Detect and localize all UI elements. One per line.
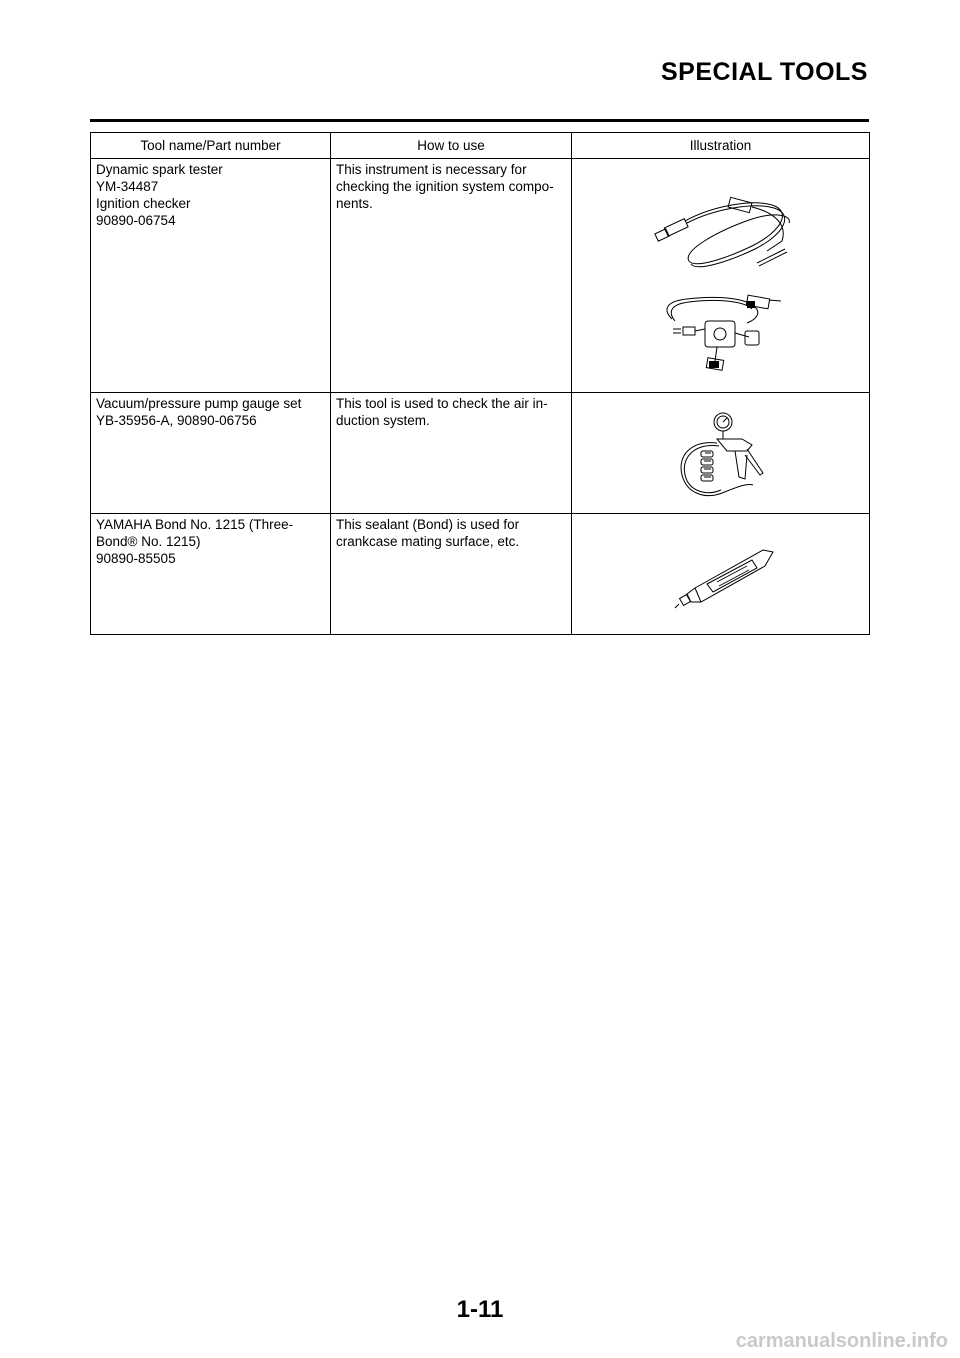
tool-name-cell <box>91 159 331 393</box>
illustration-cell <box>572 159 870 393</box>
page-number: 1-11 <box>456 1296 504 1323</box>
illustration-cell <box>572 393 870 514</box>
vacuum-pump-gauge-drawing <box>577 395 873 511</box>
watermark: carmanualsonline.info <box>735 1330 948 1352</box>
spark-tester-and-ignition-checker-drawing <box>577 161 873 390</box>
tool-name: Vacuum/pressure pump gauge set <box>96 396 302 411</box>
table-row <box>91 393 870 514</box>
tool-name: Ignition checker <box>96 196 191 211</box>
part-number: 90890-06754 <box>96 213 176 228</box>
usage-text: This sealant (Bond) is used for <box>336 517 520 532</box>
tool-name: Dynamic spark tester <box>96 162 223 177</box>
column-header-illustration: Illustration <box>572 133 870 159</box>
usage-text: duction system. <box>336 413 430 428</box>
tool-name-suffix: ® No. 1215) <box>127 534 201 549</box>
usage-text: crankcase mating surface, etc. <box>336 534 520 549</box>
illustration-cell <box>572 514 870 635</box>
usage-text: This tool is used to check the air in- <box>336 396 548 411</box>
usage-text: nents. <box>336 196 373 211</box>
how-to-use-cell <box>331 159 572 393</box>
usage-text: checking the ignition system compo- <box>336 179 554 194</box>
tool-name-cell <box>91 514 331 635</box>
table-row <box>91 514 870 635</box>
sealant-tube-drawing <box>577 516 873 632</box>
how-to-use-cell <box>331 514 572 635</box>
part-number: YB-35956-A, 90890-06756 <box>96 413 257 428</box>
tool-name: Bond <box>96 534 128 549</box>
usage-text: This instrument is necessary for <box>336 162 527 177</box>
how-to-use-cell <box>331 393 572 514</box>
table-row <box>91 159 870 393</box>
special-tools-table <box>90 132 870 635</box>
column-header-tool-name: Tool name/Part number <box>91 133 331 159</box>
header-rule <box>90 119 869 122</box>
page-title: SPECIAL TOOLS <box>660 58 868 86</box>
table-header-row <box>91 133 870 159</box>
part-number: 90890-85505 <box>96 551 176 566</box>
tool-name-cell <box>91 393 331 514</box>
tool-name: YAMAHA Bond No. 1215 (Three- <box>96 517 294 532</box>
column-header-how-to-use: How to use <box>331 133 572 159</box>
part-number: YM-34487 <box>96 179 159 194</box>
